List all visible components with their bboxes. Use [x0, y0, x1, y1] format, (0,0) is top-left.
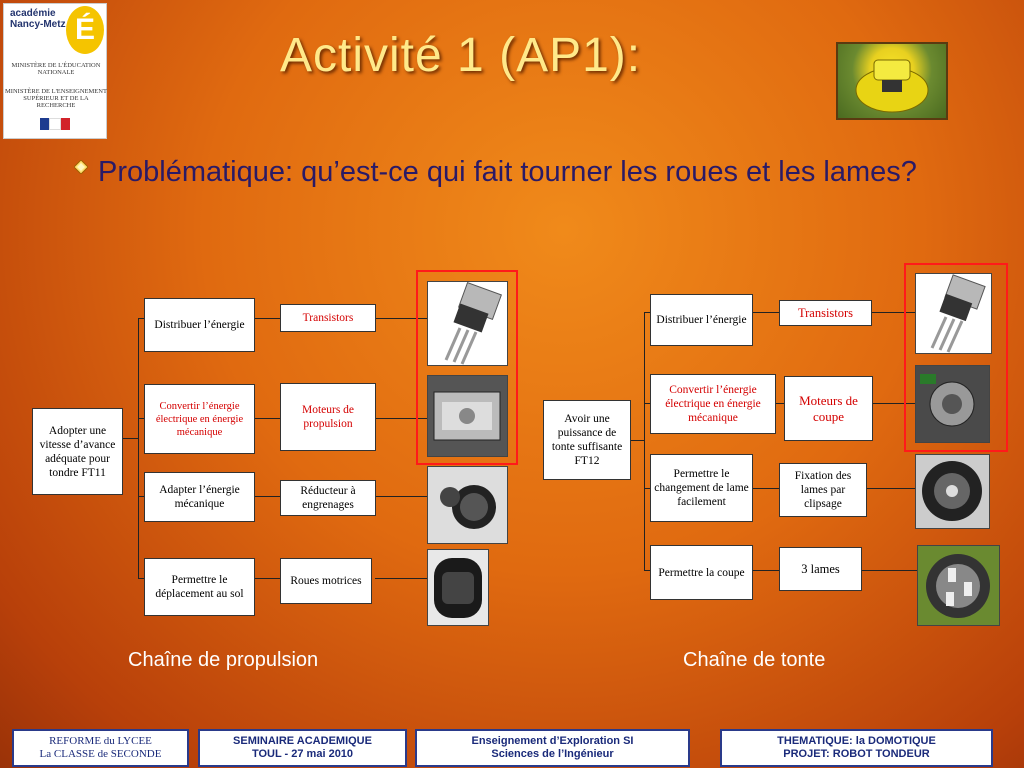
bullet-icon	[74, 160, 88, 174]
tonte-function-3: Permettre le changement de lame facilement	[650, 454, 753, 522]
tonte-solution-3: Fixation des lames par clipsage	[779, 463, 867, 517]
propulsion-solution-4: Roues motrices	[280, 558, 372, 604]
gear-reducer-photo	[427, 466, 508, 544]
propulsion-root-function: Adopter une vitesse d’avance adéquate pour tondre FT11	[32, 408, 123, 495]
footer-box-reforme: REFORME du LYCEE La CLASSE de SECONDE	[12, 729, 189, 767]
footer-box-seminaire: SEMINAIRE ACADEMIQUE TOUL - 27 mai 2010	[198, 729, 407, 767]
propulsion-solution-3: Réducteur à engrenages	[280, 480, 376, 516]
tonte-function-1: Distribuer l’énergie	[650, 294, 753, 346]
footer-box-thematique: THEMATIQUE: la DOMOTIQUE PROJET: ROBOT TONDEUR	[720, 729, 993, 767]
tonte-function-4: Permettre la coupe	[650, 545, 753, 600]
tonte-solution-2: Moteurs de coupe	[784, 376, 873, 441]
robot-mower-photo	[836, 42, 948, 120]
footer-box-enseignement: Enseignement d’Exploration SI Sciences de l’Ingénieur	[415, 729, 690, 767]
propulsion-caption: Chaîne de propulsion	[128, 649, 319, 671]
tonte-function-2: Convertir l’énergie électrique en énergie mécanique	[650, 374, 776, 434]
tonte-solution-4: 3 lames	[779, 547, 862, 591]
propulsion-function-2: Convertir l’énergie électrique en énergie mécanique	[144, 384, 255, 454]
three-blades-photo	[917, 545, 1000, 626]
slide-title: Activité 1 (AP1):	[280, 29, 642, 82]
logo-ministry-1: MINISTÈRE DE L'ÉDUCATION NATIONALE	[11, 62, 101, 76]
drive-wheel-photo	[427, 549, 489, 626]
transistor-photo-2	[915, 273, 992, 354]
propulsion-solution-2: Moteurs de propulsion	[280, 383, 376, 451]
propulsion-function-4: Permettre le déplacement au sol	[144, 558, 255, 616]
french-flag-icon	[40, 118, 70, 130]
problem-statement: Problématique: qu’est-ce qui fait tourner les roues et les lames?	[98, 156, 917, 188]
logo-academie-text: académie	[10, 8, 56, 19]
tonte-root-function: Avoir une puissance de tonte suffisante FT12	[543, 400, 631, 480]
blade-clip-photo	[915, 454, 990, 529]
propulsion-solution-1: Transistors	[280, 304, 376, 332]
tonte-caption: Chaîne de tonte	[683, 649, 826, 671]
logo-ministry-2: MINISTÈRE DE L'ENSEIGNEMENT SUPÉRIEUR ET DE LA RECHERCHE	[5, 88, 107, 109]
logo-city-text: Nancy-Metz	[10, 19, 66, 30]
cutting-motor-photo	[915, 365, 990, 443]
academie-logo	[3, 3, 107, 139]
tonte-solution-1: Transistors	[779, 300, 872, 326]
propulsion-function-3: Adapter l’énergie mécanique	[144, 472, 255, 522]
propulsion-motor-photo	[427, 375, 508, 457]
propulsion-function-1: Distribuer l’énergie	[144, 298, 255, 352]
logo-e-emblem: É	[66, 6, 104, 54]
transistor-photo	[427, 281, 508, 366]
